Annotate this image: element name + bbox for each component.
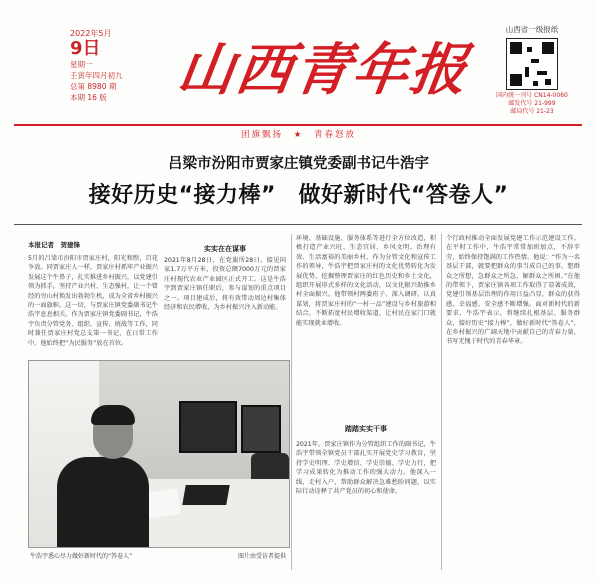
column-divider [291, 234, 292, 570]
publication-code: 国内统一刊号 CN14-0060 [496, 92, 568, 99]
masthead-divider [14, 124, 582, 126]
slogan-left: 团旗飘扬 [240, 130, 283, 140]
page-count: 本期 16 版 [70, 93, 107, 102]
headline-divider [14, 224, 582, 225]
star-icon: ★ [293, 130, 304, 140]
postal-code: 邮发代号 21-999 [508, 100, 556, 107]
newspaper-title: 山西青年报 [173, 37, 474, 103]
photo-keyboard [182, 485, 230, 505]
photo-caption: 牛浩宇悉心尽力做好新时代的“答卷人” [30, 553, 133, 560]
article-column-4: 个行政村推动全面发展党建工作示范建设工作。在平时工作中，牛浩宇常常加班加点，不辞辛劳，始终保持饱满的工作热情。他说：“作为一名基层干部，就要把群众的事当成自己的事，想群众之所想，急群众之所急，解群众之所困。”在他的带领下，贾家庄镇各项工作取得了显著成效，党建引领基层治理的作用日益凸显，群众的获得感、幸福感、安全感不断增强。面对新时代的新要求，牛浩宇表示，将继续扎根基层、服务群众，接好历史“接力棒”，做好新时代“答卷人”，在乡村振兴的广阔天地中贡献自己的青春力量，书写无愧于时代的青春华章。 [446, 235, 580, 346]
photo-person [57, 457, 149, 548]
photo-person-hair [91, 405, 135, 425]
newspaper-title-logo [173, 26, 479, 112]
article-photo[interactable] [28, 360, 290, 548]
issue-total: 总第 8980 期 [70, 82, 117, 91]
article-column-1: 5月的吕梁市汾阳市贾家庄村，阳光和煦，百花争放。同贾家庄人一样，贾家庄村抓牢产业振兴发展这个牛鼻子，扎实推进乡村振兴，以党建引领为抓手，坚持产业兴村、生态强村，让一个曾经的穷山村焕发出勃勃生机，成为全省乡村振兴的一面旗帜。这一切，与贾家庄镇党委副书记牛浩宇息息相关。作为贾家庄镇党委副书记，牛浩宇负责分管党务、组织、宣传、统战等工作，同时兼任贾家庄村党总支第一书记，在日常工作中，他始终把“为民服务”放在首位。 [28, 255, 158, 347]
masthead [14, 18, 584, 124]
weekday: 星期一 [70, 60, 93, 69]
reporter-byline: 本报记者 贺建锋 [28, 241, 80, 249]
lunar-date: 壬寅年四月初九 [70, 71, 123, 80]
section-heading-2: 踏踏实实干事 [345, 425, 387, 433]
article-column-3: 环境、基础设施、服务体系等进行全方位改造，积极打造产业兴旺、生态宜居、乡风文明、治理有效、生活富裕的美丽乡村。作为分管文化和宣传工作的领导，牛浩宇把贾家庄村的文化优势转化为发展优势，挖掘整理贾家庄的红色历史和乡土文化，组织开展形式多样的文化活动，以文化振兴助推乡村全面振兴。他带领村两委班子，深入调研、认真谋划，将贾家庄村的“一村一品”建设与乡村旅游相结合，不断拓宽村民增收渠道，让村民在家门口就能实现就业增收。 [296, 235, 436, 327]
article-column-3b: 2021年，贾家庄镇作为分管组织工作的副书记，牛浩宇带领全镇党员干部扎实开展党史学习教育，坚持学史明理、学史增信、学史崇德、学史力行，把学习成果转化为推动工作的强大动力。他深入一线，走村入户，帮助群众解决急难愁盼问题，以实际行动诠释了共产党员的初心和使命。 [296, 441, 436, 496]
article-subheadline: 吕梁市汾阳市贾家庄镇党委副书记牛浩宇 [168, 155, 429, 172]
date-box [70, 28, 150, 103]
qr-area [482, 24, 582, 116]
photo-monitor [179, 401, 237, 453]
article-headline[interactable]: 接好历史“接力棒” 做好新时代“答卷人” [88, 183, 509, 208]
date-year-month: 2022年5月 [70, 29, 112, 38]
post-office-code: 邮局代号 21-23 [510, 108, 554, 115]
photo-monitor [241, 405, 281, 453]
photo-credit: 图片由受访者提供 [238, 553, 287, 560]
column-divider [441, 234, 442, 570]
date-day: 9日 [70, 38, 101, 59]
qr-label: 山西省一级报纸 [505, 25, 559, 34]
slogan-right: 青春怒放 [314, 130, 357, 140]
qr-code-icon[interactable] [506, 38, 558, 90]
section-heading-1: 实实在在谋事 [204, 245, 246, 253]
slogan [0, 128, 597, 140]
article-column-2: 2021年8月28日，在党旗所28日，接见国家1.7万平方米，投资总额7000万元的贾家庄村现代农业产业园区正式开工。这是牛浩宇到贾家庄镇任职后，参与谋划的重点项目之一。项目建成后，将有效带动周边村集体经济和农民增收，为乡村振兴注入新动能。 [164, 257, 286, 312]
